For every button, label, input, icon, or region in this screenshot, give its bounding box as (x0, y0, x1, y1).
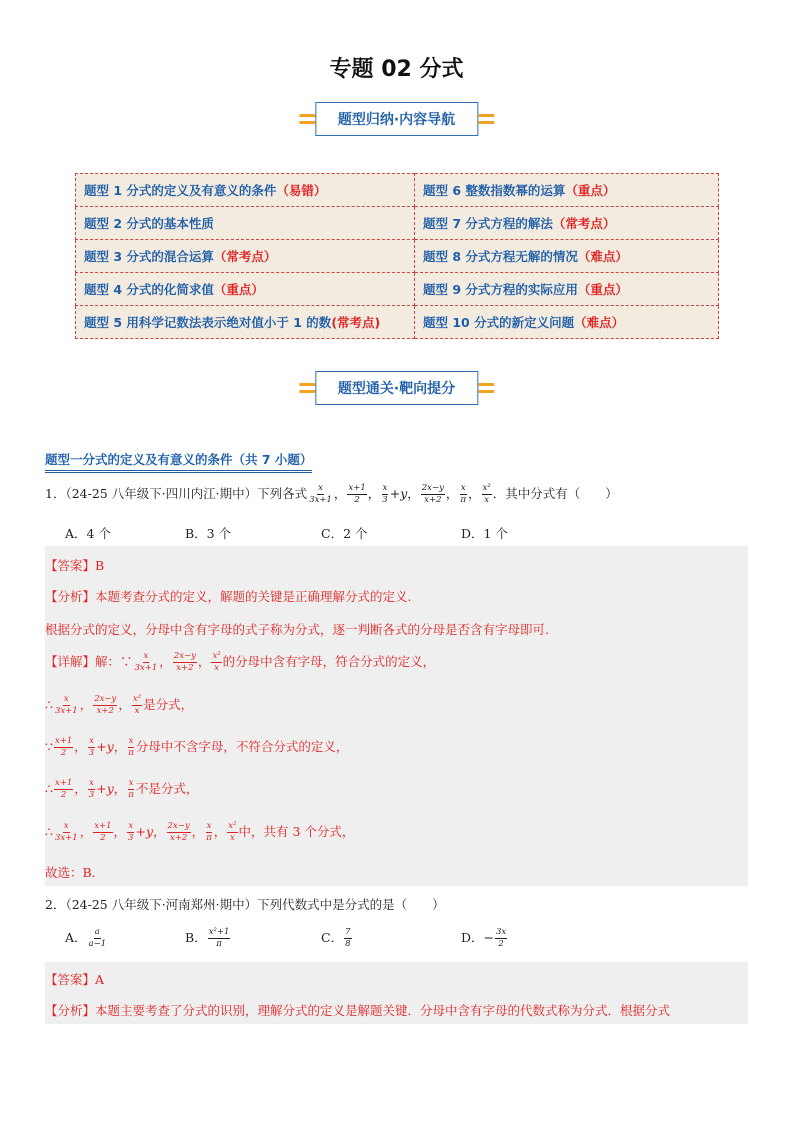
banner-left-decoration (299, 114, 315, 124)
option-c[interactable]: C． $\frac{7}{8}$ (321, 927, 351, 949)
question-1: 1．（24-25 八年级下·四川内江·期中）下列各式 $\frac{x}{3x+1}$ ， $\frac{x+1}{2}$ ， $\frac{x}{3}$ +y， $\frac{2x-y}{x+2}$ ， $\frac{x}{\pi}$ ， $\frac{\text{x²}}{x}$ ．其中分式有（ ） (45, 483, 618, 505)
detail-1-line-2: ∴ $\frac{x}{3x+1}$ ， $\frac{2x-y}{x+2}$ ， $\frac{\text{x²}}{x}$ 是分式， (45, 694, 194, 716)
analysis-2: 【分析】本题主要考查了分式的识别，理解分式的定义是解题关键．分母中含有字母的代数式称为分式．根据分式 (45, 1003, 671, 1018)
nav-item[interactable]: 题型 5 用科学记数法表示绝对值小于 1 的数(常考点) (76, 306, 415, 339)
nav-item[interactable]: 题型 7 分式方程的解法（常考点） (415, 207, 719, 240)
banner-left-decoration (299, 383, 315, 393)
nav-banner-label: 题型归纳·内容导航 (315, 102, 478, 136)
nav-item[interactable]: 题型 6 整数指数幂的运算（重点） (415, 174, 719, 207)
analysis-1-detail: 根据分式的定义，分母中含有字母的式子称为分式，逐一判断各式的分母是否含有字母即可. (45, 622, 549, 637)
detail-1-line-1: 【详解】解：∵ $\frac{x}{3x+1}$ ， $\frac{2x-y}{x+2}$ ， $\frac{\text{x²}}{x}$ 的分母中含有字母，符合分式的定义， (45, 651, 436, 673)
topic-nav-table (75, 173, 719, 339)
section-title: 题型一分式的定义及有意义的条件（共 7 小题） (45, 450, 312, 473)
nav-item[interactable]: 题型 8 分式方程无解的情况（难点） (415, 240, 719, 273)
detail-1-line-3: ∵ $\frac{x+1}{2}$ ， $\frac{x}{3}$ +y， $\frac{x}{\pi}$ 分母中不含字母，不符合分式的定义， (45, 736, 349, 758)
nav-item[interactable]: 题型 4 分式的化简求值（重点） (76, 273, 415, 306)
option-b[interactable]: B．3 个 (185, 526, 232, 541)
option-d[interactable]: D．− $\frac{3x}{2}$ (461, 927, 507, 949)
question-2: 2．（24-25 八年级下·河南郑州·期中）下列代数式中是分式的是（ ） (45, 897, 445, 912)
answer-2: 【答案】A (45, 972, 105, 987)
page-title: 专题 02 分式 (329, 57, 464, 82)
nav-item[interactable]: 题型 10 分式的新定义问题（难点） (415, 306, 719, 339)
nav-item[interactable]: 题型 2 分式的基本性质 (76, 207, 415, 240)
detail-1-line-5: ∴ $\frac{x}{3x+1}$ ， $\frac{x+1}{2}$ ， $\frac{x}{3}$ +y， $\frac{2x-y}{x+2}$ ， $\frac{x}{\pi}$ ， $\frac{\text{x²}}{x}$ 中，共有 3 个分式， (45, 821, 355, 843)
nav-item[interactable]: 题型 3 分式的混合运算（常考点） (76, 240, 415, 273)
option-d[interactable]: D．1 个 (461, 526, 508, 541)
practice-banner-label: 题型通关·靶向提分 (315, 371, 478, 405)
option-a[interactable]: A．4 个 (65, 526, 111, 541)
nav-item[interactable]: 题型 9 分式方程的实际应用（重点） (415, 273, 719, 306)
answer-1: 【答案】B (45, 558, 105, 573)
analysis-1: 【分析】本题考查分式的定义，解题的关键是正确理解分式的定义. (45, 589, 412, 604)
detail-1-line-4: ∴ $\frac{x+1}{2}$ ， $\frac{x}{3}$ +y， $\frac{x}{\pi}$ 不是分式， (45, 778, 199, 800)
practice-banner (299, 371, 494, 405)
option-b[interactable]: B． $\frac{\text{x²+1}}{\pi}$ (185, 927, 230, 949)
detail-1-conclusion: 故选：B． (45, 865, 105, 880)
banner-right-decoration (478, 114, 494, 124)
nav-banner (299, 102, 494, 136)
option-a[interactable]: A． $\frac{a}{a-1}$ (65, 927, 107, 949)
nav-item[interactable]: 题型 1 分式的定义及有意义的条件（易错） (76, 174, 415, 207)
banner-right-decoration (478, 383, 494, 393)
option-c[interactable]: C．2 个 (321, 526, 368, 541)
